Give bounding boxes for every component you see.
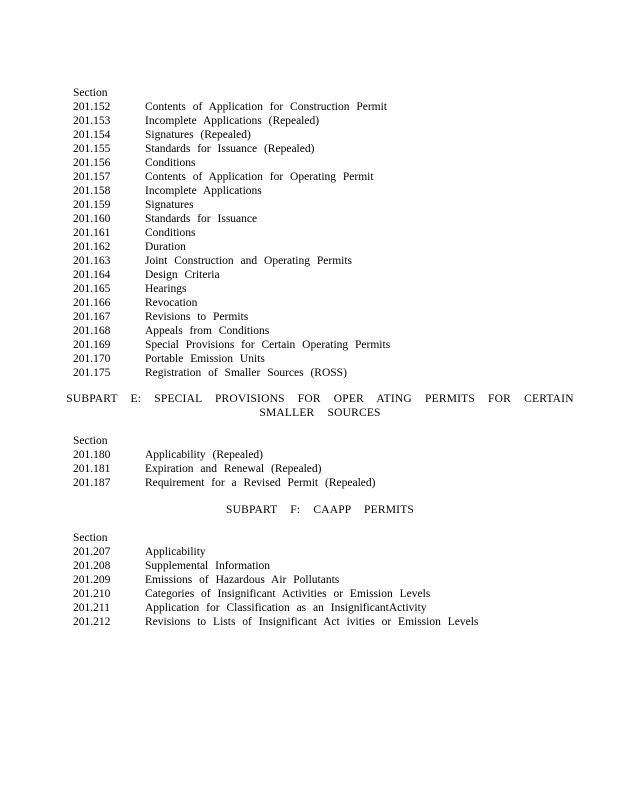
toc-row bbox=[73, 476, 543, 490]
section-number: 201.207 bbox=[73, 546, 111, 558]
section-number: 201.154 bbox=[73, 129, 111, 141]
toc-row bbox=[73, 170, 543, 184]
subpart-f-heading bbox=[60, 503, 580, 517]
section-label: Section bbox=[73, 87, 108, 99]
toc-row bbox=[73, 615, 543, 629]
toc-row bbox=[73, 352, 543, 366]
section-title: Standards for Issuance bbox=[145, 213, 258, 225]
section-title: Joint Construction and Operating Permits bbox=[145, 255, 353, 267]
section-number: 201.211 bbox=[73, 602, 110, 614]
section-title: Application for Classification as an InsignificantActivity bbox=[145, 602, 427, 614]
section-number: 201.160 bbox=[73, 213, 111, 225]
section-number: 201.164 bbox=[73, 269, 111, 281]
section-number: 201.163 bbox=[73, 255, 111, 267]
section-title: Applicability bbox=[145, 546, 206, 558]
section-number: 201.187 bbox=[73, 477, 111, 489]
section-number: 201.152 bbox=[73, 101, 111, 113]
section-number: 201.156 bbox=[73, 157, 111, 169]
toc-row bbox=[73, 240, 543, 254]
toc-row bbox=[73, 573, 543, 587]
section-number: 201.210 bbox=[73, 588, 111, 600]
section-number: 201.157 bbox=[73, 171, 111, 183]
section-title: Signatures bbox=[145, 199, 194, 211]
toc-row bbox=[73, 545, 543, 559]
section-number: 201.208 bbox=[73, 560, 111, 572]
toc-row bbox=[73, 324, 543, 338]
section-title: Revocation bbox=[145, 297, 198, 309]
section-title: Special Provisions for Certain Operating Permits bbox=[145, 339, 391, 351]
toc-row bbox=[73, 128, 543, 142]
section-title: Portable Emission Units bbox=[145, 353, 265, 365]
section-title: Design Criteria bbox=[145, 269, 220, 281]
section-title: Expiration and Renewal (Repealed) bbox=[145, 463, 322, 475]
section-title: Hearings bbox=[145, 283, 187, 295]
section-label: Section bbox=[73, 532, 108, 544]
section-title: Conditions bbox=[145, 227, 196, 239]
toc-row bbox=[73, 114, 543, 128]
section-label: Section bbox=[73, 435, 108, 447]
section-title: Registration of Smaller Sources (ROSS) bbox=[145, 367, 347, 379]
subpart-f-line1: SUBPART F: CAAPP PERMITS bbox=[225, 504, 415, 516]
toc-row bbox=[73, 282, 543, 296]
section-title: Revisions to Lists of Insignificant Act ivities or Emission Levels bbox=[145, 616, 479, 628]
section-number: 201.212 bbox=[73, 616, 111, 628]
section-number: 201.169 bbox=[73, 339, 111, 351]
section-list-1 bbox=[73, 86, 543, 380]
section-number: 201.166 bbox=[73, 297, 111, 309]
toc-row bbox=[73, 184, 543, 198]
section-title: Duration bbox=[145, 241, 186, 253]
section-title: Incomplete Applications bbox=[145, 185, 262, 197]
section-number: 201.158 bbox=[73, 185, 111, 197]
toc-row bbox=[73, 226, 543, 240]
section-title: Revisions to Permits bbox=[145, 311, 249, 323]
toc-row bbox=[73, 310, 543, 324]
section-title: Signatures (Repealed) bbox=[145, 129, 251, 141]
toc-row bbox=[73, 587, 543, 601]
toc-row bbox=[73, 448, 543, 462]
section-title: Conditions bbox=[145, 157, 196, 169]
toc-row bbox=[73, 198, 543, 212]
section-title: Incomplete Applications (Repealed) bbox=[145, 115, 320, 127]
section-number: 201.175 bbox=[73, 367, 111, 379]
toc-row bbox=[73, 156, 543, 170]
section-title: Standards for Issuance (Repealed) bbox=[145, 143, 315, 155]
section-number: 201.180 bbox=[73, 449, 111, 461]
toc-row bbox=[73, 601, 543, 615]
toc-row bbox=[73, 366, 543, 380]
section-title: Contents of Application for Operating Permit bbox=[145, 171, 374, 183]
toc-row bbox=[73, 338, 543, 352]
section-number: 201.165 bbox=[73, 283, 111, 295]
section-title: Applicability (Repealed) bbox=[145, 449, 264, 461]
section-title: Supplemental Information bbox=[145, 560, 271, 572]
section-title: Emissions of Hazardous Air Pollutants bbox=[145, 574, 340, 586]
section-title: Categories of Insignificant Activities or Emission Levels bbox=[145, 588, 431, 600]
section-list-3 bbox=[73, 531, 543, 629]
section-number: 201.153 bbox=[73, 115, 111, 127]
subpart-e-heading bbox=[60, 392, 580, 420]
section-number: 201.181 bbox=[73, 463, 111, 475]
toc-row bbox=[73, 100, 543, 114]
section-number: 201.168 bbox=[73, 325, 111, 337]
subpart-e-line2: SMALLER SOURCES bbox=[259, 407, 381, 419]
section-list-2 bbox=[73, 434, 543, 490]
toc-row bbox=[73, 462, 543, 476]
section-number: 201.159 bbox=[73, 199, 111, 211]
toc-row bbox=[73, 559, 543, 573]
section-number: 201.167 bbox=[73, 311, 111, 323]
toc-row bbox=[73, 254, 543, 268]
toc-row bbox=[73, 268, 543, 282]
toc-row bbox=[73, 296, 543, 310]
toc-row bbox=[73, 142, 543, 156]
section-number: 201.170 bbox=[73, 353, 111, 365]
section-number: 201.209 bbox=[73, 574, 111, 586]
section-title: Appeals from Conditions bbox=[145, 325, 270, 337]
subpart-e-line1: SUBPART E: SPECIAL PROVISIONS FOR OPER ATING PERMITS FOR CERTAIN bbox=[66, 393, 574, 405]
section-number: 201.161 bbox=[73, 227, 111, 239]
section-number: 201.162 bbox=[73, 241, 111, 253]
section-title: Requirement for a Revised Permit (Repealed) bbox=[145, 477, 376, 489]
section-title: Contents of Application for Construction Permit bbox=[145, 101, 387, 113]
toc-row bbox=[73, 212, 543, 226]
section-number: 201.155 bbox=[73, 143, 111, 155]
